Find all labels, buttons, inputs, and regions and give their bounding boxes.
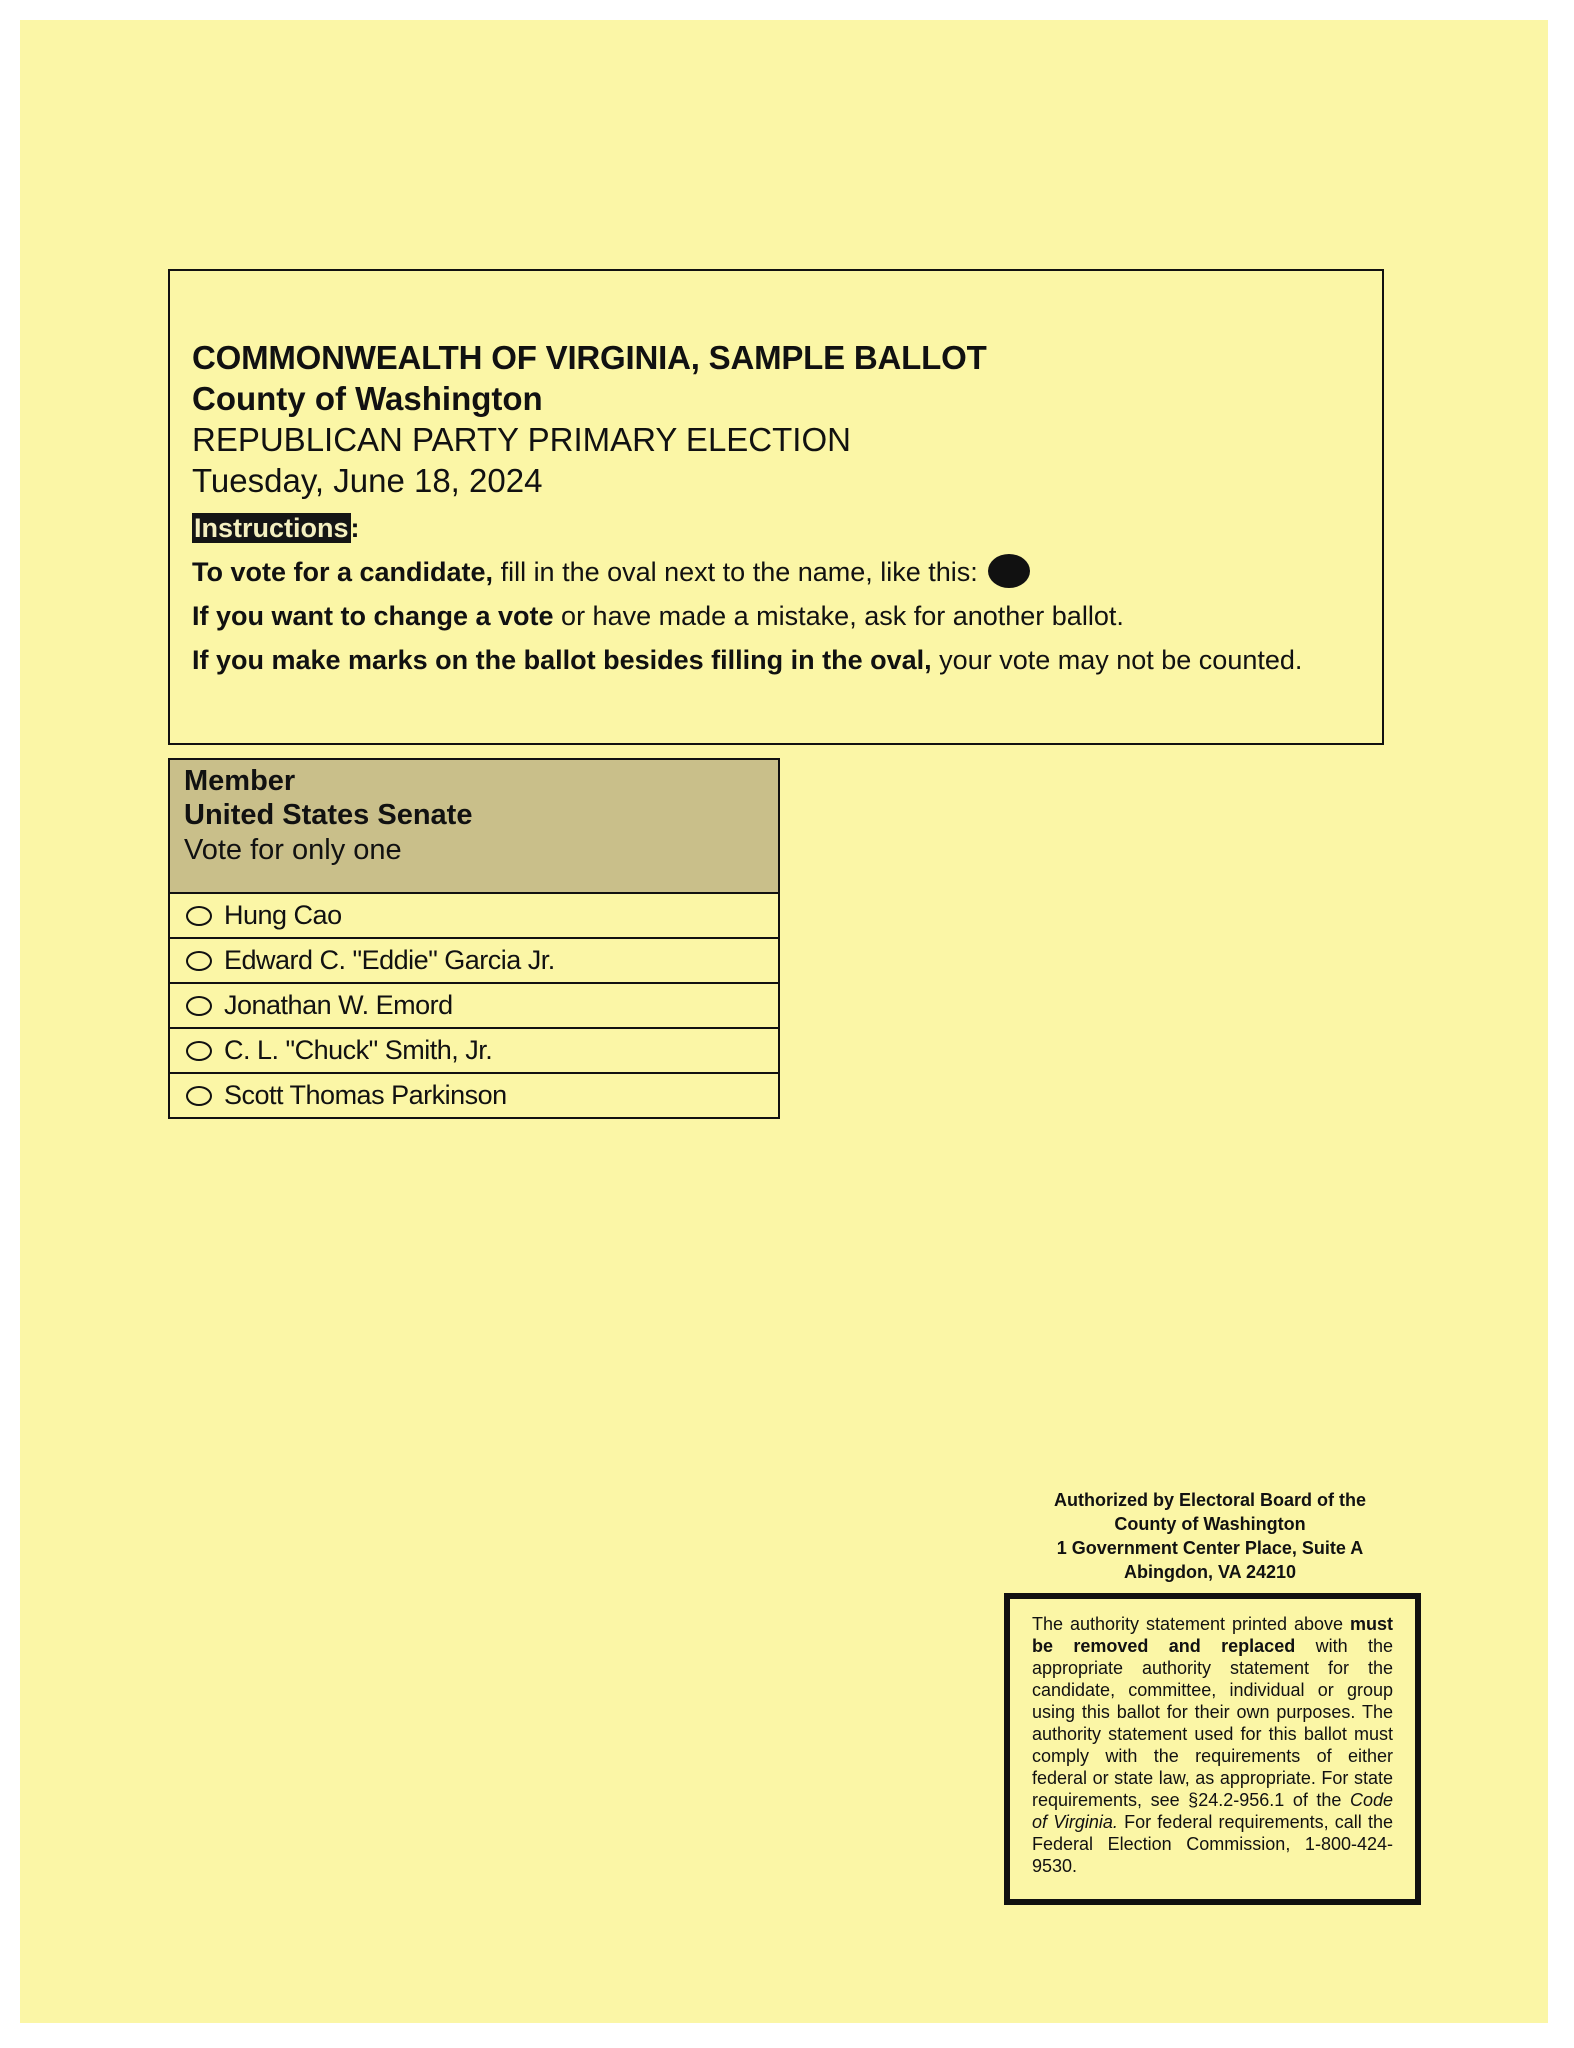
authority-notice-box bbox=[1004, 1593, 1421, 1905]
contest-header bbox=[170, 760, 778, 894]
notice-text-italic: Code of Virginia. bbox=[1032, 1790, 1393, 1832]
instruction-vote-bold: To vote for a candidate, bbox=[192, 557, 494, 587]
instruction-change-bold: If you want to change a vote bbox=[192, 601, 554, 631]
candidate-row[interactable] bbox=[170, 939, 778, 984]
instruction-marks-text: your vote may not be counted. bbox=[931, 645, 1303, 675]
instruction-change-text: or have made a mistake, ask for another ballot. bbox=[553, 601, 1124, 631]
candidate-name: Edward C. "Eddie" Garcia Jr. bbox=[224, 945, 555, 975]
instructions-label: Instructions bbox=[194, 513, 349, 543]
oval-icon[interactable] bbox=[186, 1086, 212, 1106]
candidate-row[interactable] bbox=[170, 984, 778, 1029]
office-title-line1: Member bbox=[184, 765, 296, 797]
candidate-name: Scott Thomas Parkinson bbox=[224, 1080, 507, 1110]
notice-text-3: For federal requirements, call the Federal Election Commission, 1-800-424-9530. bbox=[1032, 1812, 1394, 1876]
instructions-heading bbox=[192, 511, 1358, 545]
election-name: REPUBLICAN PARTY PRIMARY ELECTION bbox=[192, 421, 851, 458]
instruction-vote-text: fill in the oval next to the name, like this: bbox=[493, 557, 978, 587]
candidate-row[interactable] bbox=[170, 1074, 778, 1117]
oval-icon[interactable] bbox=[186, 951, 212, 971]
vote-for-instruction: Vote for only one bbox=[184, 834, 402, 866]
candidate-row[interactable] bbox=[170, 1029, 778, 1074]
filled-oval-icon bbox=[988, 554, 1030, 588]
candidate-name: Jonathan W. Emord bbox=[224, 990, 453, 1020]
authority-line3: 1 Government Center Place, Suite A bbox=[1056, 1538, 1364, 1558]
authority-line4: Abingdon, VA 24210 bbox=[1123, 1562, 1297, 1582]
candidate-name: C. L. "Chuck" Smith, Jr. bbox=[224, 1035, 493, 1065]
authority-statement bbox=[1010, 1488, 1410, 1584]
notice-text-bold: must be removed and replaced bbox=[1032, 1614, 1393, 1656]
notice-text-2: with the appropriate authority statement for the candidate, committee, individual or group using this ballot for their own purposes. The authority statement used for this ballot must comply with the requirements of either federal or state law, as appropriate. For state requirements, see §24.2-956.1 of the bbox=[1032, 1636, 1393, 1810]
oval-icon[interactable] bbox=[186, 906, 212, 926]
office-title-line2: United States Senate bbox=[184, 799, 473, 831]
election-date: Tuesday, June 18, 2024 bbox=[192, 462, 543, 499]
notice-text-1: The authority statement printed above bbox=[1032, 1614, 1350, 1634]
candidate-row[interactable] bbox=[170, 894, 778, 939]
ballot-title: COMMONWEALTH OF VIRGINIA, SAMPLE BALLOT bbox=[192, 339, 987, 376]
authority-line2: County of Washington bbox=[1114, 1514, 1306, 1534]
county-name: County of Washington bbox=[192, 380, 543, 417]
senate-contest bbox=[168, 758, 780, 1119]
oval-icon[interactable] bbox=[186, 996, 212, 1016]
oval-icon[interactable] bbox=[186, 1041, 212, 1061]
authority-line1: Authorized by Electoral Board of the bbox=[1053, 1490, 1367, 1510]
instructions-colon: : bbox=[350, 513, 360, 543]
instruction-marks-bold: If you make marks on the ballot besides filling in the oval, bbox=[192, 645, 932, 675]
instruction-marks bbox=[192, 643, 1358, 677]
ballot-header bbox=[168, 269, 1384, 745]
candidate-name: Hung Cao bbox=[224, 900, 342, 930]
instruction-vote bbox=[192, 555, 1358, 589]
instruction-change bbox=[192, 599, 1358, 633]
